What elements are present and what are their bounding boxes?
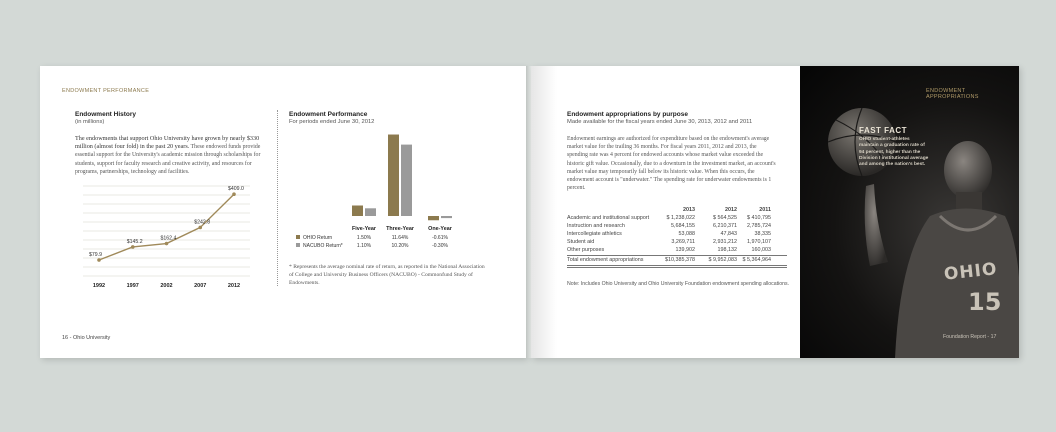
perf-bar (401, 145, 412, 216)
perf-value-label: 10.20% (391, 243, 409, 249)
table-row (567, 215, 787, 223)
perf-bar (441, 216, 452, 218)
legend-label: NACUBO Return* (303, 243, 343, 249)
endowment-history-chart (75, 180, 265, 292)
appropriations-note: Note: Includes Ohio University and Ohio University Foundation endowment spending allocations. (567, 281, 790, 287)
perf-value-label: 1.10% (356, 243, 372, 249)
history-value-label: $79.9 (89, 252, 102, 259)
history-x-tick: 2002 (160, 283, 173, 289)
perf-bar (352, 206, 363, 217)
cell-2013: $ 1,238,022 (666, 215, 695, 221)
perf-bar (428, 216, 439, 220)
folio-left: 16 - Ohio University (62, 335, 111, 341)
history-value-label: $162.4 (160, 235, 177, 242)
cell-2013: 53,088 (678, 231, 695, 237)
column-divider (277, 110, 278, 286)
table-total-row (567, 257, 787, 268)
history-subtitle: (in millions) (75, 119, 105, 125)
perf-category-label: Three-Year (386, 226, 414, 232)
cell-2011: 1,970,107 (747, 239, 771, 245)
history-point (198, 226, 202, 230)
legend-swatch (296, 235, 300, 239)
appropriations-body: Endowment earnings are authorized for expenditure based on the endowment's average market value for the trailing 36 months. For fiscal years 2011, 2012 and 2013, the spending rate was 4 percent for endowed accounts whose market value exceeded the historic gift value. Occasionally, due to a downturn in the investment market, an account's market value may temporarily fall below its historic value. When this occurs, the endowment account is "underwater." The spending rate for underwater endowments is 1 percent. (567, 136, 776, 192)
perf-value-label: -0.30% (432, 243, 448, 249)
history-point (131, 245, 135, 249)
cell-2013: 3,269,711 (671, 239, 695, 245)
perf-category-label: One-Year (428, 226, 452, 232)
endowment-performance-chart (288, 128, 468, 253)
row-label: Other purposes (567, 247, 605, 253)
history-point (232, 192, 236, 196)
history-point (165, 242, 169, 246)
table-header-2011: 2011 (759, 207, 771, 213)
fast-fact-title: FAST FACT (859, 126, 908, 135)
performance-title: Endowment Performance (289, 111, 368, 118)
athlete-head (944, 141, 992, 199)
cell-2011: 160,003 (751, 247, 771, 253)
row-label: Student aid (567, 239, 595, 245)
table-row (567, 231, 787, 239)
history-value-label: $145.2 (126, 238, 143, 245)
running-head-left: ENDOWMENT PERFORMANCE (62, 88, 150, 94)
table-row (567, 239, 787, 247)
total-label: Total endowment appropriations (567, 257, 644, 263)
total-2011: $ 5,364,964 (742, 257, 771, 263)
running-head-right: ENDOWMENT APPROPRIATIONS (926, 88, 979, 100)
jersey-text: OHIO (943, 259, 999, 285)
cell-2012: 198,132 (717, 247, 737, 253)
fast-fact-text: OHIO student-athletes maintain a graduation rate of 94 percent, higher than the Division I institutional average and among the nation's best. (859, 137, 929, 168)
performance-subtitle: For periods ended June 30, 2012 (289, 119, 375, 125)
raised-arm (865, 184, 888, 266)
history-title: Endowment History (75, 111, 137, 118)
row-label: Instruction and research (567, 223, 625, 229)
cell-2011: 2,785,724 (747, 223, 771, 229)
cell-2013: 139,902 (675, 247, 695, 253)
table-header-2012: 2012 (725, 207, 737, 213)
history-value-label: $409.0 (228, 186, 244, 193)
table-header-row (567, 207, 787, 215)
jersey-number: 15 (968, 288, 1002, 316)
legend-swatch (296, 243, 300, 247)
history-lead: The endowments that support Ohio University have grown by nearly $330 million (almost four fold) in the past 20 years. (75, 135, 260, 151)
cell-2011: 38,335 (754, 231, 771, 237)
cell-2012: 6,210,371 (713, 223, 737, 229)
legend-label: OHIO Return (303, 235, 333, 241)
perf-category-label: Five-Year (352, 226, 376, 232)
total-2013: $10,385,378 (665, 257, 695, 263)
athlete-photo (800, 66, 1019, 358)
perf-value-label: 1.50% (356, 235, 372, 241)
history-value-label: $242.8 (194, 219, 211, 226)
table-row (567, 247, 787, 256)
cell-2013: 5,684,155 (671, 223, 695, 229)
history-x-tick: 2007 (194, 283, 207, 289)
cell-2012: 47,843 (720, 231, 737, 237)
history-point (97, 258, 101, 262)
perf-value-label: 11.64% (391, 235, 409, 241)
table-row (567, 223, 787, 231)
history-text: These endowed funds provide essential support for the University's academic mission through scholarships for students, support for faculty research and creative activity, and resources for programs, partnerships, technology and facilities. (75, 144, 261, 175)
table-header-2013: 2013 (683, 207, 695, 213)
cell-2012: $ 564,525 (713, 215, 737, 221)
appropriations-table (567, 207, 787, 273)
cell-2012: 2,931,212 (713, 239, 737, 245)
history-x-tick: 1997 (126, 283, 139, 289)
perf-value-label: -0.61% (432, 235, 448, 241)
total-2012: $ 9,952,083 (708, 257, 737, 263)
history-body (75, 135, 270, 176)
folio-right: Foundation Report - 17 (943, 334, 997, 340)
perf-bar (365, 208, 376, 216)
appropriations-title: Endowment appropriations by purpose (567, 111, 688, 118)
history-x-tick: 2012 (227, 283, 241, 289)
history-x-tick: 1992 (92, 283, 106, 289)
row-label: Intercollegiate athletics (567, 231, 622, 237)
appropriations-subtitle: Made available for the fiscal years ended June 30, 2013, 2012 and 2011 (567, 119, 753, 125)
cell-2011: $ 410,795 (747, 215, 771, 221)
performance-footnote: * Represents the average nominal rate of return, as reported in the National Association of College and University Business Officers (NACUBO) - Commonfund Study of Endowments. (289, 264, 485, 286)
perf-bar (388, 135, 399, 216)
row-label: Academic and institutional support (567, 215, 650, 221)
